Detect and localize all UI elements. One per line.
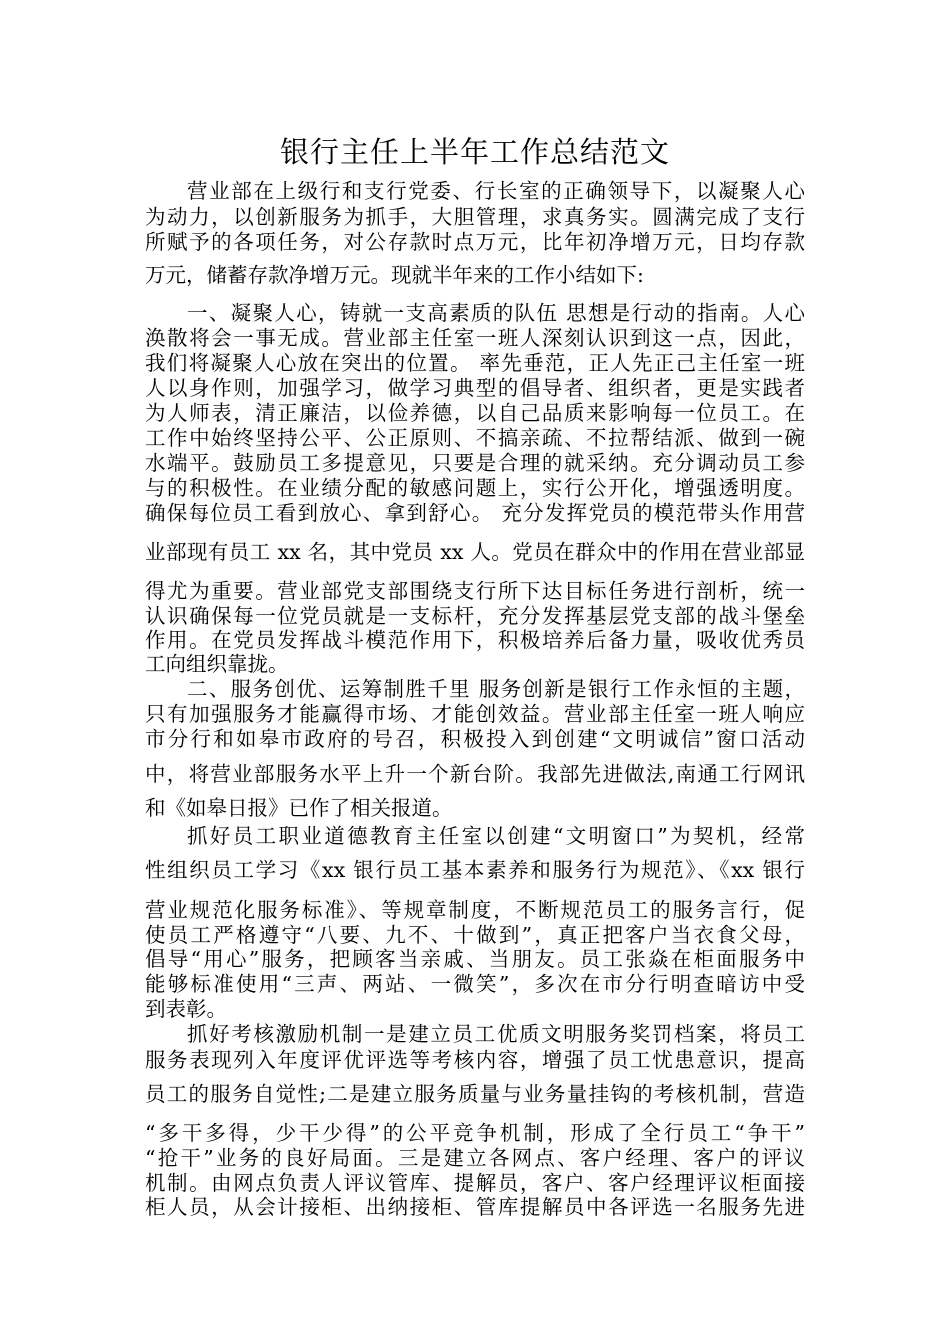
paragraph-line: 服务表现列入年度评优评选等考核内容，增强了员工忧患意识，提高	[145, 1048, 805, 1072]
paragraph-line: 为动力，以创新服务为抓手，大胆管理，求真务实。圆满完成了支行	[145, 205, 805, 229]
paragraph-line: “抢干”业务的良好局面。三是建立各网点、客户经理、客户的评议	[145, 1146, 805, 1170]
paragraph-line: 使员工严格遵守“八要、九不、十做到”，真正把客户当衣食父母，	[145, 923, 805, 947]
paragraph-line: 与的积极性。在业绩分配的敏感问题上，实行公开化，增强透明度。	[145, 476, 805, 500]
paragraph-line: 到表彰。	[145, 997, 227, 1021]
paragraph-line: 抓好员工职业道德教育主任室以创建“文明窗口”为契机，经常	[187, 824, 805, 848]
paragraph-line: 所赋予的各项任务，对公存款时点万元，比年初净增万元，日均存款	[145, 230, 805, 254]
paragraph-line: 我们将凝聚人心放在突出的位置。 率先垂范，正人先正己主任室一班	[145, 351, 805, 375]
paragraph-line: 二、服务创优、运筹制胜千里 服务创新是银行工作永恒的主题，	[187, 677, 805, 701]
paragraph-line: 认识确保每一位党员就是一支标杆，充分发挥基层党支部的战斗堡垒	[145, 604, 805, 628]
paragraph-line: 涣散将会一事无成。营业部主任室一班人深刻认识到这一点，因此，	[145, 326, 805, 350]
paragraph-line: 业部现有员工 xx 名，其中党员 xx 人。党员在群众中的作用在营业部显	[145, 540, 805, 564]
paragraph-line: 营业部在上级行和支行党委、行长室的正确领导下，以凝聚人心	[187, 179, 805, 203]
paragraph-line: 得尤为重要。营业部党支部围绕支行所下达目标任务进行剖析，统一	[145, 579, 805, 603]
document-title: 银行主任上半年工作总结范文	[279, 135, 670, 169]
paragraph-line: 市分行和如皋市政府的号召，积极投入到创建“文明诚信”窗口活动	[145, 727, 805, 751]
paragraph-line: 工作中始终坚持公平、公正原则、不搞亲疏、不拉帮结派、做到一碗	[145, 426, 805, 450]
paragraph-line: 能够标准使用“三声、两站、一微笑”，多次在市分行明查暗访中受	[145, 972, 805, 996]
paragraph-line: 确保每位员工看到放心、拿到舒心。 充分发挥党员的模范带头作用营	[145, 501, 805, 525]
paragraph-line: 员工的服务自觉性;二是建立服务质量与业务量挂钩的考核机制，营造	[145, 1082, 805, 1106]
paragraph-line: 水端平。鼓励员工多提意见，只要是合理的就采纳。充分调动员工参	[145, 451, 805, 475]
paragraph-line: 和《如皋日报》已作了相关报道。	[145, 796, 453, 820]
paragraph-line: 倡导“用心”服务，把顾客当亲戚、当朋友。员工张焱在柜面服务中	[145, 947, 805, 971]
paragraph-line: 性组织员工学习《xx 银行员工基本素养和服务行为规范》、《xx 银行	[145, 858, 805, 882]
paragraph-line: 抓好考核激励机制一是建立员工优质文明服务奖罚档案，将员工	[187, 1022, 805, 1046]
paragraph-line: 为人师表，清正廉洁，以俭养德，以自己品质来影响每一位员工。在	[145, 401, 805, 425]
paragraph-line: 作用。在党员发挥战斗模范作用下，积极培养后备力量，吸收优秀员	[145, 628, 805, 652]
paragraph-line: 中，将营业部服务水平上升一个新台阶。我部先进做法,南通工行网讯	[145, 762, 805, 786]
paragraph-line: 营业规范化服务标准》、等规章制度，不断规范员工的服务言行，促	[145, 898, 805, 922]
paragraph-line: 柜人员，从会计接柜、出纳接柜、管库提解员中各评选一名服务先进	[145, 1195, 805, 1219]
paragraph-line: 人以身作则，加强学习，做学习典型的倡导者、组织者，更是实践者	[145, 376, 805, 400]
paragraph-line: “多干多得，少干少得”的公平竞争机制，形成了全行员工“争干”	[145, 1121, 805, 1145]
paragraph-line: 工向组织靠拢。	[145, 652, 289, 676]
paragraph-line: 只有加强服务才能赢得市场、才能创效益。营业部主任室一班人响应	[145, 702, 805, 726]
paragraph-line: 机制。由网点负责人评议管库、提解员，客户、客户经理评议柜面接	[145, 1171, 805, 1195]
paragraph-line: 万元，储蓄存款净增万元。现就半年来的工作小结如下:	[145, 263, 644, 287]
paragraph-line: 一、凝聚人心，铸就一支高素质的队伍 思想是行动的指南。人心	[187, 301, 805, 325]
